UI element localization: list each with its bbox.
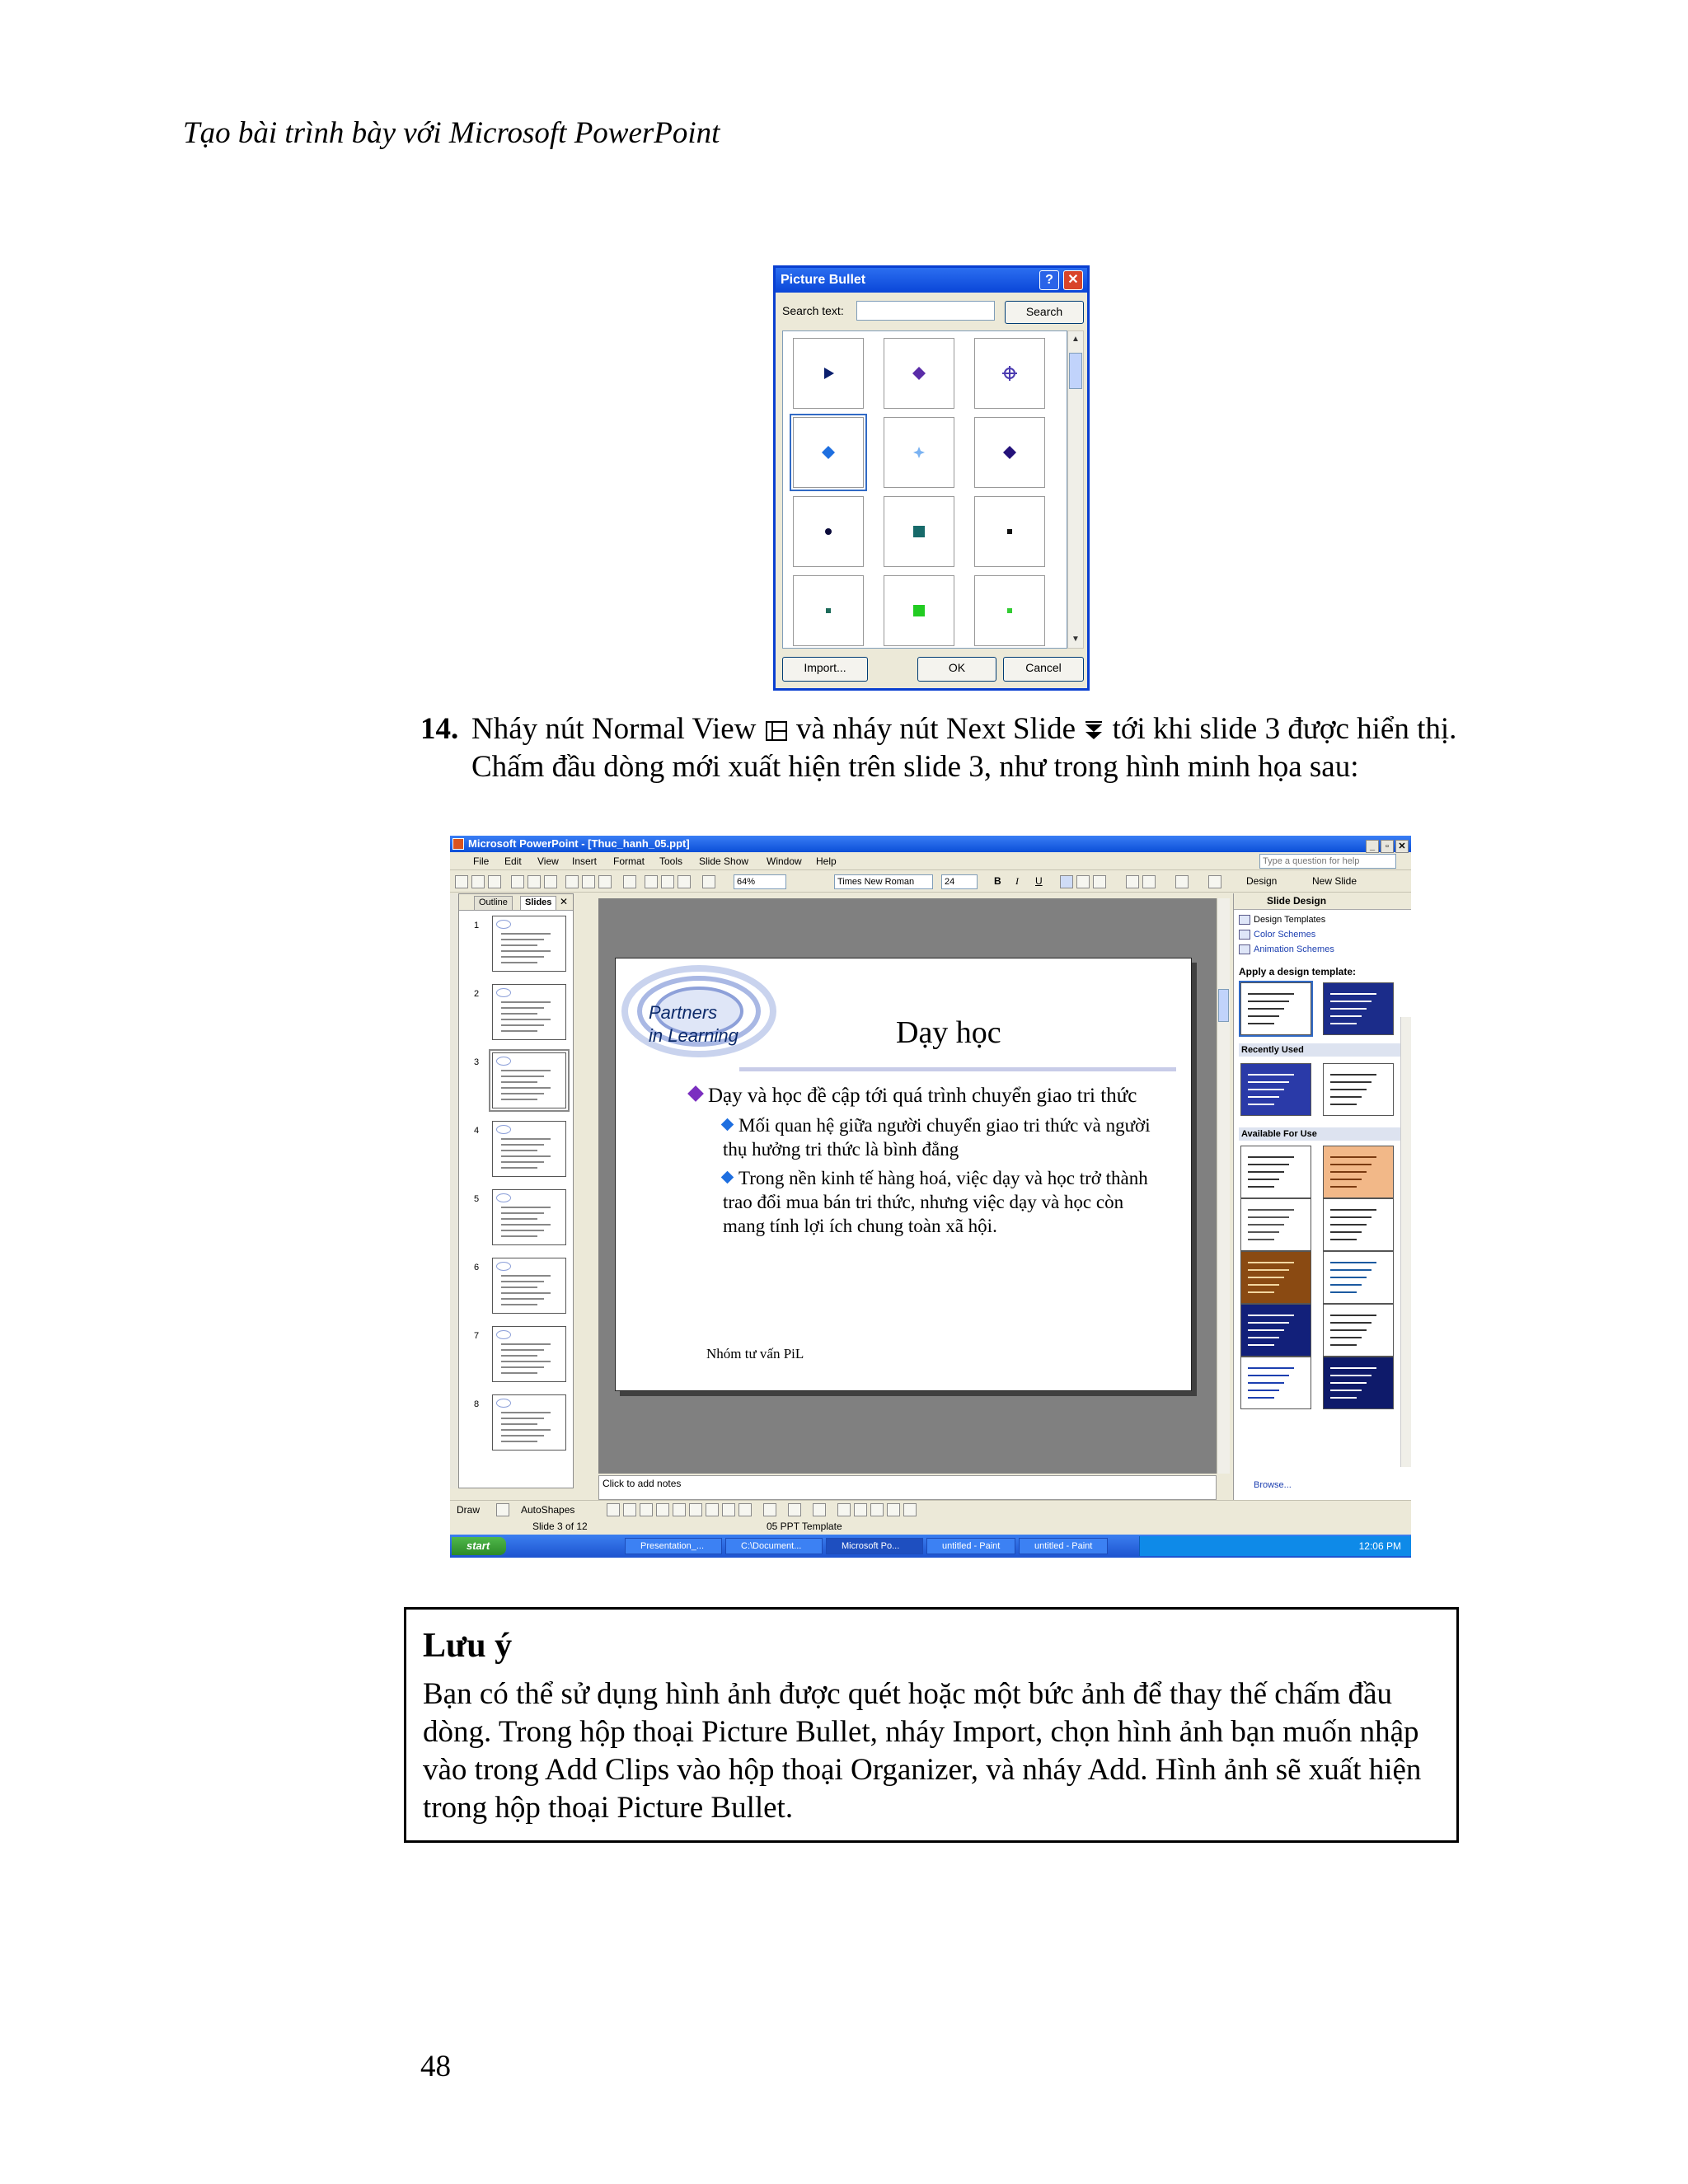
menu-tools[interactable]: Tools (659, 855, 683, 867)
slide-thumbnail-row[interactable] (459, 1394, 573, 1459)
slide-thumbnail-number: 3 (474, 1057, 480, 1067)
slide-thumbnail-number: 1 (474, 921, 480, 930)
design-template-thumbnail[interactable] (1323, 1146, 1394, 1198)
diamond-bullet-icon (1000, 443, 1020, 462)
design-template-thumbnail[interactable] (1240, 1251, 1311, 1304)
design-templates-link[interactable]: Design Templates (1254, 915, 1326, 925)
slide-thumbnail[interactable] (492, 1052, 566, 1108)
menu-window[interactable]: Window (767, 855, 802, 867)
oval-icon[interactable] (656, 1503, 669, 1516)
bullet-option-triangle[interactable] (793, 338, 864, 409)
bullet-option-diamond[interactable] (793, 417, 864, 488)
ok-button[interactable]: OK (917, 657, 996, 682)
dot-bullet-icon (818, 522, 838, 541)
pane-close-icon[interactable]: ✕ (559, 896, 568, 907)
pp-toolbar (450, 871, 1411, 893)
clipart-icon[interactable] (722, 1503, 735, 1516)
scroll-down-icon[interactable]: ▼ (1071, 635, 1080, 644)
dialog-title: Picture Bullet (781, 273, 866, 287)
font-name-field[interactable]: Times New Roman (834, 874, 933, 889)
square-bullet-icon (909, 601, 929, 621)
font-grow-icon[interactable] (1175, 875, 1189, 888)
step-text-part2: và nháy nút Next Slide (795, 712, 1076, 746)
preview-icon[interactable] (528, 875, 541, 888)
design-template-thumbnail[interactable] (1240, 982, 1311, 1035)
line-style-icon[interactable] (837, 1503, 851, 1516)
save-icon[interactable] (488, 875, 501, 888)
help-icon[interactable]: ? (1039, 270, 1059, 290)
slide-scrollbar[interactable] (1217, 898, 1230, 1474)
font-color-icon[interactable] (1208, 875, 1221, 888)
align-right-icon[interactable] (1093, 875, 1106, 888)
scroll-thumb[interactable] (1069, 353, 1082, 389)
search-button[interactable]: Search (1005, 301, 1084, 324)
design-template-thumbnail[interactable] (1240, 1304, 1311, 1357)
crosshair-bullet-icon (1000, 363, 1020, 383)
windows-taskbar (450, 1535, 1411, 1558)
status-slide-number: Slide 3 of 12 (532, 1521, 588, 1532)
slide-thumbnail-number: 7 (474, 1331, 480, 1341)
open-icon[interactable] (471, 875, 485, 888)
design-template-thumbnail[interactable] (1240, 1146, 1311, 1198)
slide-3[interactable] (615, 958, 1192, 1391)
slide-thumbnail[interactable] (492, 916, 566, 972)
search-text-label: Search text: (782, 304, 844, 317)
cut-icon[interactable] (565, 875, 579, 888)
design-template-thumbnail[interactable] (1240, 1198, 1311, 1251)
slide-scroll-thumb[interactable] (1218, 989, 1229, 1022)
powerpoint-app-icon (452, 838, 464, 850)
slide-thumbnail-row[interactable] (459, 984, 573, 1048)
slide-thumbnail-row[interactable] (459, 1258, 573, 1322)
slide-thumbnail-number: 8 (474, 1399, 480, 1409)
window-close-icon[interactable]: ✕ (1395, 840, 1409, 853)
bullet-1-text: Dạy và học đề cập tới quá trình chuyển giao tri thức (708, 1085, 1137, 1107)
paste-icon[interactable] (598, 875, 612, 888)
copy-icon[interactable] (582, 875, 595, 888)
textbox-icon[interactable] (673, 1503, 686, 1516)
bullet-option-small-square[interactable] (793, 575, 864, 646)
small-square-bullet-icon (1000, 601, 1020, 621)
undo-icon[interactable] (623, 875, 636, 888)
taskbar-presentation[interactable]: Presentation_... (625, 1538, 722, 1554)
bullet-level-2 (723, 1113, 1151, 1161)
slide-thumbnail-number: 6 (474, 1263, 480, 1272)
bullet-option-square[interactable] (884, 496, 954, 567)
partners-logo-text (649, 1001, 738, 1047)
bullet-option-dot[interactable] (793, 496, 864, 567)
font-color-draw-icon[interactable] (813, 1503, 826, 1516)
diamond-bullet-icon (721, 1118, 734, 1132)
arrow-style-icon[interactable] (870, 1503, 884, 1516)
note-body: Bạn có thể sử dụng hình ảnh được quét hoặc một bức ảnh để thay thế chấm đầu dòng. Trong hộp thoại Picture Bullet, nháy Import, chọn hình ảnh bạn muốn nhập vào trong Add Clips vào hộp thoại Organizer, và nháy Add. Hình ảnh sẽ xuất hiện trong hộp thoại Picture Bullet. (423, 1677, 1422, 1825)
close-icon[interactable]: ✕ (1063, 270, 1083, 290)
autoshapes-menu[interactable]: AutoShapes (521, 1504, 575, 1516)
triangle-bullet-icon (818, 363, 838, 383)
slide-thumbnail[interactable] (492, 1326, 566, 1382)
slide-footer: Nhóm tư vấn PiL (706, 1346, 804, 1361)
powerpoint-window (450, 836, 1411, 1558)
design-template-thumbnail[interactable] (1323, 1357, 1394, 1409)
cancel-button[interactable]: Cancel (1003, 657, 1084, 682)
notes-pane[interactable]: Click to add notes (598, 1475, 1217, 1500)
page-header: Tạo bài trình bày với Microsoft PowerPoint (183, 116, 720, 150)
taskbar-paint-2[interactable]: untitled - Paint (1019, 1538, 1108, 1554)
slide-design-task-pane (1233, 893, 1411, 1500)
note-box (404, 1607, 1459, 1843)
tab-outline[interactable]: Outline (474, 896, 513, 910)
menu-slide-show[interactable]: Slide Show (699, 855, 749, 867)
note-title: Lưu ý (423, 1627, 513, 1665)
underline-button[interactable]: U (1035, 875, 1043, 887)
dialog-title-bar (776, 268, 1087, 293)
apply-template-label: Apply a design template: (1239, 966, 1357, 977)
slide-thumbnail-row[interactable] (459, 916, 573, 980)
taskbar-powerpoint[interactable]: Microsoft Po... (826, 1538, 923, 1554)
start-button[interactable]: start (452, 1537, 506, 1555)
design-button[interactable]: Design (1246, 875, 1278, 887)
bullet-option-square[interactable] (884, 575, 954, 646)
next-slide-icon (1083, 719, 1104, 744)
design-template-thumbnail[interactable] (1240, 1357, 1311, 1409)
wordart-icon[interactable] (689, 1503, 702, 1516)
3d-icon[interactable] (903, 1503, 917, 1516)
diamond-bullet-icon (687, 1085, 704, 1102)
diagram-icon[interactable] (706, 1503, 719, 1516)
import-button[interactable]: Import... (782, 657, 868, 682)
status-template-name: 05 PPT Template (767, 1521, 842, 1532)
design-template-thumbnail[interactable] (1323, 982, 1394, 1035)
align-center-icon[interactable] (1076, 875, 1090, 888)
slide-title: Dạy học (896, 1015, 1001, 1050)
grid-icon[interactable] (702, 875, 715, 888)
logo-line-2: in Learning (649, 1025, 738, 1046)
design-template-thumbnail[interactable] (1323, 1198, 1394, 1251)
bullet-option-diamond[interactable] (884, 338, 954, 409)
new-icon[interactable] (455, 875, 468, 888)
numbering-icon[interactable] (1126, 875, 1139, 888)
design-template-thumbnail[interactable] (1323, 1304, 1394, 1357)
sub-bullet-1-text: Mối quan hệ giữa người chuyển giao tri thức và người thụ hưởng tri thức là bình đẳng (723, 1115, 1151, 1160)
pp-menu-bar (450, 852, 1411, 870)
picture-icon[interactable] (738, 1503, 752, 1516)
line-color-icon[interactable] (788, 1503, 801, 1516)
line-icon[interactable] (607, 1503, 620, 1516)
recently-used-header: Recently Used (1239, 1043, 1404, 1057)
slides-pane-tabs (459, 894, 573, 911)
small-square-bullet-icon (1000, 522, 1020, 541)
slide-thumbnail[interactable] (492, 1121, 566, 1177)
slides-pane (458, 893, 574, 1488)
slide-editing-area (598, 898, 1217, 1474)
bullet-level-1 (690, 1084, 1151, 1108)
new-slide-button[interactable]: New Slide (1312, 875, 1357, 887)
print-icon[interactable] (511, 875, 524, 888)
step-text (471, 710, 1461, 786)
diamond-bullet-icon (909, 363, 929, 383)
menu-view[interactable]: View (537, 855, 559, 867)
menu-insert[interactable]: Insert (572, 855, 598, 867)
diamond-bullet-icon (721, 1171, 734, 1184)
tab-slides[interactable]: Slides (520, 896, 556, 910)
font-size-field[interactable]: 24 (941, 874, 978, 889)
slide-thumbnail[interactable] (492, 1394, 566, 1451)
task-pane-scrollbar[interactable] (1400, 1017, 1411, 1467)
menu-edit[interactable]: Edit (504, 855, 522, 867)
slide-thumbnail-number: 5 (474, 1194, 480, 1204)
slide-thumbnail-number: 2 (474, 989, 480, 999)
select-pointer-icon[interactable] (496, 1503, 509, 1516)
design-template-thumbnail[interactable] (1323, 1251, 1394, 1304)
draw-menu[interactable]: Draw (457, 1504, 481, 1516)
pp-title-bar (450, 836, 1411, 852)
sparkle-bullet-icon (909, 443, 929, 462)
animation-schemes-icon (1239, 944, 1250, 954)
slide-thumbnail-row[interactable] (459, 1052, 573, 1117)
menu-format[interactable]: Format (613, 855, 645, 867)
table-icon[interactable] (661, 875, 674, 888)
available-for-use-header: Available For Use (1239, 1127, 1404, 1141)
status-bar (450, 1518, 1411, 1535)
fill-color-icon[interactable] (763, 1503, 776, 1516)
picture-bullet-dialog (773, 265, 1090, 691)
italic-button[interactable]: I (1015, 875, 1019, 887)
bullet-level-2 (723, 1166, 1151, 1238)
taskbar-paint-1[interactable]: untitled - Paint (926, 1538, 1015, 1554)
color-schemes-link[interactable]: Color Schemes (1254, 930, 1316, 940)
menu-help[interactable]: Help (816, 855, 837, 867)
taskbar-documents[interactable]: C:\Document... (725, 1538, 823, 1554)
color-schemes-icon (1239, 930, 1250, 940)
task-pane-title: Slide Design (1234, 893, 1411, 910)
bullet-grid-scrollbar[interactable] (1067, 330, 1084, 649)
slide-thumbnail-row[interactable] (459, 1121, 573, 1185)
logo-line-1: Partners (649, 1002, 718, 1023)
slide-thumbnail[interactable] (492, 984, 566, 1040)
help-question-input[interactable]: Type a question for help (1259, 854, 1396, 869)
title-underline (739, 1067, 1176, 1071)
bullet-grid (782, 330, 1067, 649)
chart-icon[interactable] (645, 875, 658, 888)
design-template-thumbnail[interactable] (1240, 1063, 1311, 1116)
minimize-icon[interactable]: _ (1366, 840, 1379, 853)
sigma-icon[interactable] (678, 875, 691, 888)
system-tray (1139, 1536, 1411, 1556)
step-text-part1: Nháy nút Normal View (471, 712, 757, 746)
diamond-bullet-icon (818, 443, 838, 462)
step-number: 14. (420, 712, 459, 746)
bullets-icon[interactable] (1142, 875, 1156, 888)
animation-schemes-link[interactable]: Animation Schemes (1254, 944, 1334, 954)
pp-window-title: Microsoft PowerPoint - [Thuc_hanh_05.ppt] (468, 837, 690, 850)
page-number: 48 (420, 2050, 451, 2083)
bullet-option-diamond[interactable] (974, 417, 1045, 488)
slide-thumbnail[interactable] (492, 1258, 566, 1314)
scroll-up-icon[interactable]: ▲ (1071, 335, 1080, 344)
bullet-option-crosshair[interactable] (974, 338, 1045, 409)
normal-view-icon (764, 719, 789, 744)
drawing-toolbar (450, 1500, 1411, 1518)
search-input[interactable] (856, 301, 995, 321)
bullet-option-sparkle[interactable] (884, 417, 954, 488)
dash-style-icon[interactable] (854, 1503, 867, 1516)
rectangle-icon[interactable] (640, 1503, 653, 1516)
step-text-part3: tới khi slide 3 được hiển thị. Chấm đầu dòng mới xuất hiện trên slide 3, như trong hình minh họa sau: (471, 712, 1457, 784)
bullet-option-small-square[interactable] (974, 575, 1045, 646)
restore-icon[interactable]: ▫ (1381, 840, 1394, 853)
slide-thumbnail-number: 4 (474, 1126, 480, 1136)
menu-file[interactable]: File (473, 855, 490, 867)
sub-bullet-2-text: Trong nền kinh tế hàng hoá, việc dạy và học trở thành trao đổi mua bán tri thức, nhưng việc dạy và học còn mang tính lợi ích chung toàn xã hội. (723, 1168, 1148, 1236)
bullet-option-small-square[interactable] (974, 496, 1045, 567)
bold-button[interactable]: B (994, 875, 1001, 887)
spelling-icon[interactable] (544, 875, 557, 888)
shadow-icon[interactable] (887, 1503, 900, 1516)
left-view-strip (450, 893, 458, 1488)
slide-body (690, 1084, 1151, 1238)
slide-thumbnail[interactable] (492, 1189, 566, 1245)
slide-thumbnail-row[interactable] (459, 1189, 573, 1254)
design-template-thumbnail[interactable] (1323, 1063, 1394, 1116)
browse-link[interactable]: Browse... (1254, 1480, 1292, 1490)
arrow-icon[interactable] (623, 1503, 636, 1516)
align-left-icon[interactable] (1060, 875, 1073, 888)
square-bullet-icon (909, 522, 929, 541)
slide-thumbnail-row[interactable] (459, 1326, 573, 1390)
design-templates-icon (1239, 915, 1250, 925)
zoom-field[interactable]: 64% (734, 874, 786, 889)
small-square-bullet-icon (818, 601, 838, 621)
tray-clock: 12:06 PM (1358, 1540, 1401, 1552)
